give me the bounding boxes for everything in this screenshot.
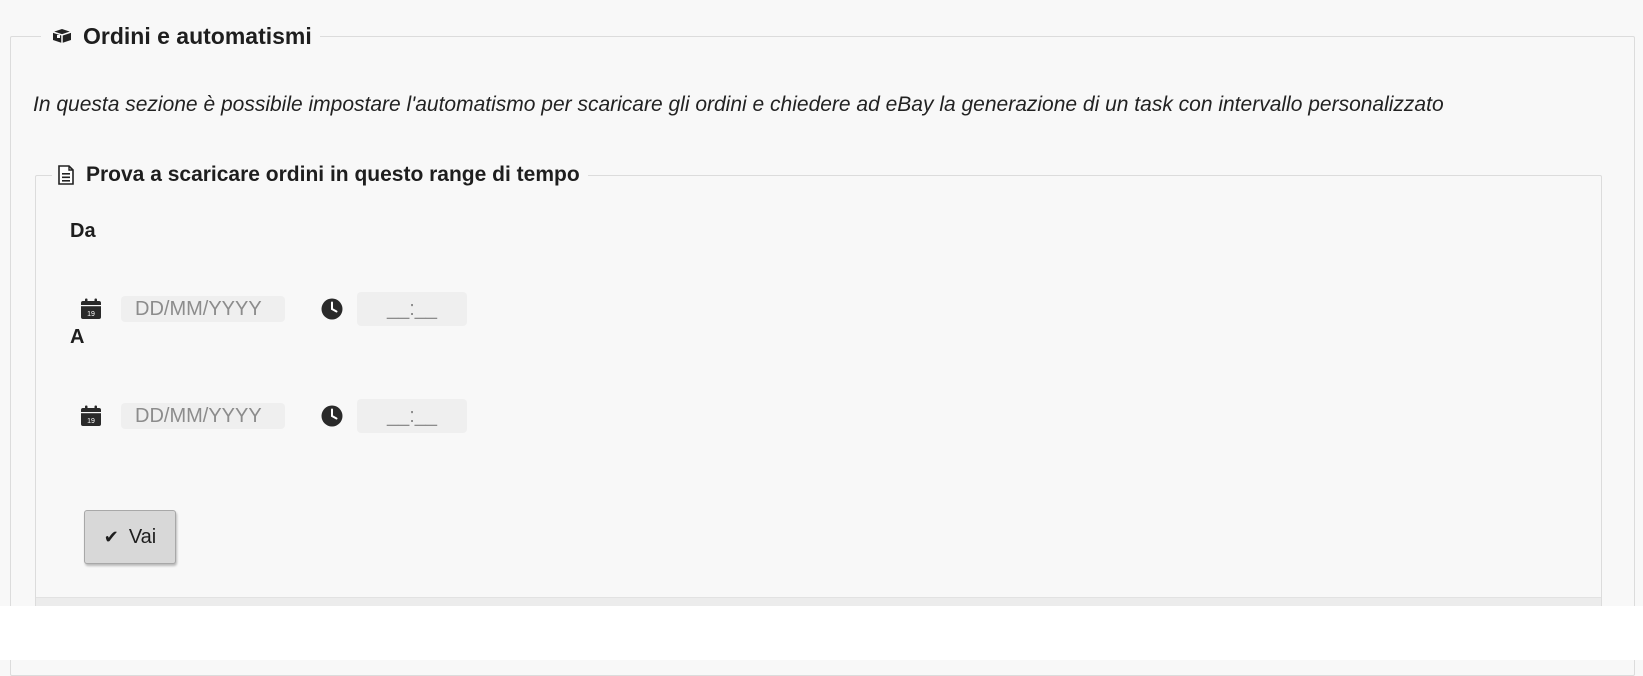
calendar-icon[interactable] — [80, 405, 102, 427]
range-legend — [52, 160, 588, 190]
orders-automation-fieldset — [10, 22, 1635, 676]
clock-icon[interactable] — [321, 405, 343, 427]
time-range-fieldset — [35, 163, 1602, 629]
to-date-input[interactable] — [121, 403, 285, 429]
section-title: Ordini e automatismi — [83, 22, 312, 49]
svg-text:19: 19 — [87, 311, 95, 318]
from-time-input[interactable] — [357, 292, 467, 326]
box-icon — [51, 29, 73, 43]
section-legend — [41, 21, 320, 51]
vai-button-label: Vai — [128, 525, 157, 548]
svg-text:19: 19 — [87, 418, 95, 425]
calendar-icon[interactable] — [80, 298, 102, 320]
to-label: A — [70, 326, 85, 348]
page-bottom-area — [0, 606, 1643, 660]
document-icon — [58, 165, 74, 185]
clock-icon[interactable] — [321, 298, 343, 320]
to-row — [80, 399, 467, 433]
checkmark-icon: ✔ — [103, 526, 119, 547]
from-label: Da — [70, 220, 96, 242]
section-description: In questa sezione è possibile impostare l'automatismo per scaricare gli ordini e chiedere ad eBay la generazione di un task con intervallo personalizzato — [33, 93, 1444, 116]
to-time-input[interactable] — [357, 399, 467, 433]
from-date-input[interactable] — [121, 296, 285, 322]
vai-button[interactable] — [84, 510, 176, 564]
range-title: Prova a scaricare ordini in questo range di tempo — [86, 163, 580, 186]
from-row — [80, 292, 467, 326]
